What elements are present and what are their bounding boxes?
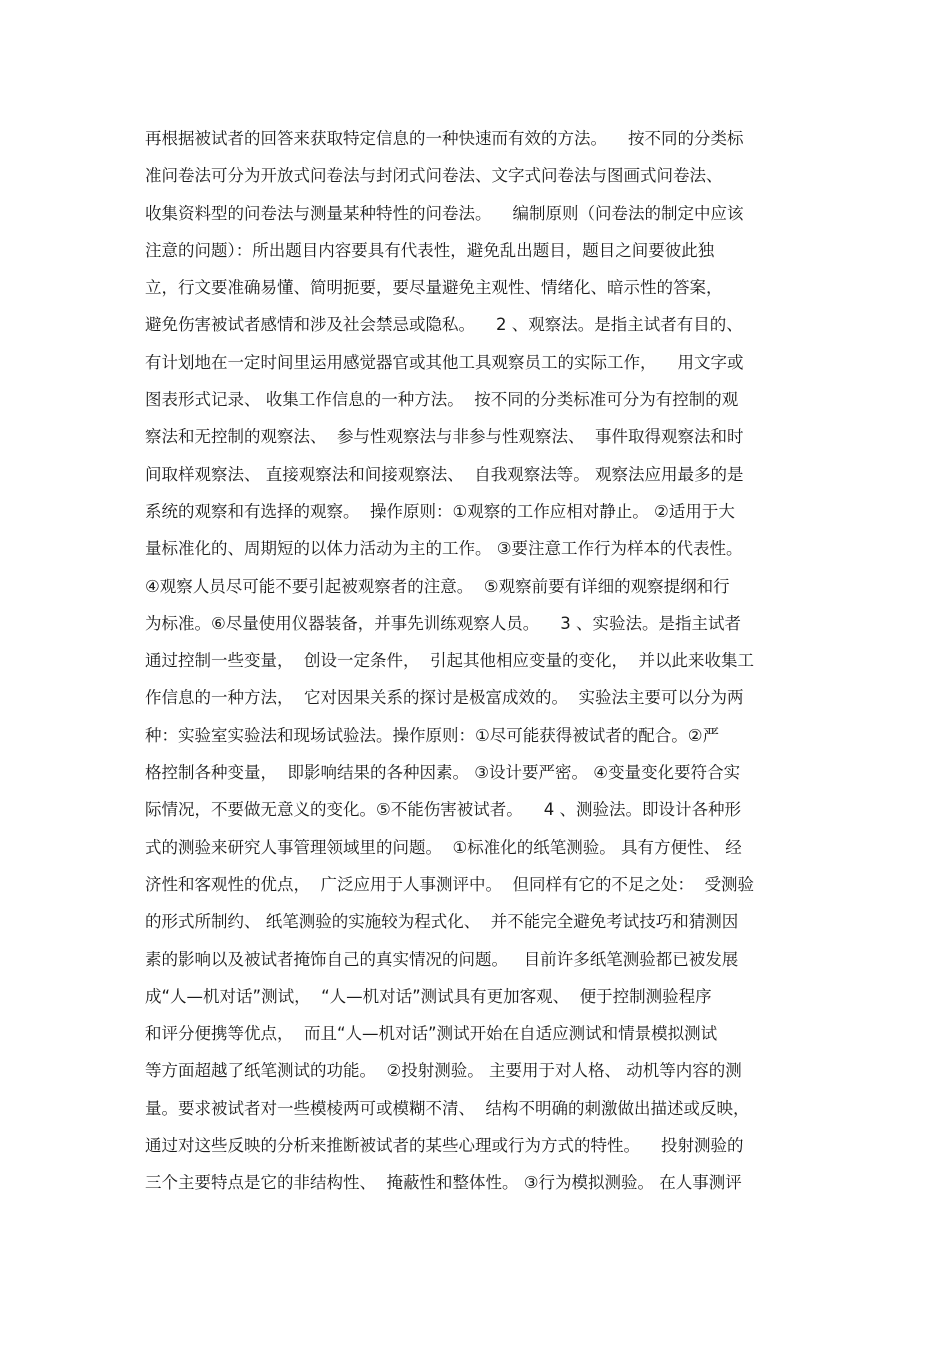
- text-line: 种：实验室实验法和现场试验法。操作原则：①尽可能获得被试者的配合。②严: [145, 725, 720, 745]
- text-line: 际情况，不要做无意义的变化。⑤不能伤害被试者。 4 、测验法。即设计各种形: [145, 800, 742, 820]
- text-line: 察法和无控制的观察法、 参与性观察法与非参与性观察法、 事件取得观察法和时: [145, 427, 744, 447]
- text-line: 有计划地在一定时间里运用感觉器官或其他工具观察员工的实际工作， 用文字或: [145, 352, 744, 372]
- text-line: 格控制各种变量， 即影响结果的各种因素。 ③设计要严密。 ④变量变化要符合实: [145, 763, 741, 783]
- text-line: 和评分便携等优点， 而且“人—机对话”测试开始在自适应测试和情景模拟测试: [145, 1024, 718, 1044]
- text-line: 收集资料型的问卷法与测量某种特性的问卷法。 编制原则（问卷法的制定中应该: [145, 203, 744, 223]
- text-line: 济性和客观性的优点， 广泛应用于人事测评中。 但同样有它的不足之处： 受测验: [145, 874, 754, 894]
- text-line: 通过对这些反映的分析来推断被试者的某些心理或行为方式的特性。 投射测验的: [145, 1136, 744, 1156]
- text-line: 量标准化的、周期短的以体力活动为主的工作。 ③要注意工作行为样本的代表性。: [145, 539, 743, 559]
- text-line: 成“人—机对话”测试， “人—机对话”测试具有更加客观、 便于控制测验程序: [145, 986, 712, 1006]
- text-line: 为标准。⑥尽量使用仪器装备，并事先训练观察人员。 3 、实验法。是指主试者: [145, 613, 742, 633]
- text-line: 系统的观察和有选择的观察。 操作原则：①观察的工作应相对静止。 ②适用于大: [145, 501, 735, 521]
- text-line: 的形式所制约、 纸笔测验的实施较为程式化、 并不能完全避免考试技巧和猜测因: [145, 912, 739, 932]
- text-line: 注意的问题）：所出题目内容要具有代表性，避免乱出题目，题目之间要彼此独: [145, 240, 715, 260]
- text-line: 立，行文要准确易懂、简明扼要，要尽量避免主观性、情绪化、暗示性的答案，: [145, 278, 723, 298]
- text-line: 作信息的一种方法， 它对因果关系的探讨是极富成效的。 实验法主要可以分为两: [145, 688, 744, 708]
- text-line: 图表形式记录、 收集工作信息的一种方法。 按不同的分类标准可分为有控制的观: [145, 390, 739, 410]
- text-line: 准问卷法可分为开放式问卷法与封闭式问卷法、文字式问卷法与图画式问卷法、: [145, 166, 723, 186]
- text-line: 再根据被试者的回答来获取特定信息的一种快速而有效的方法。 按不同的分类标: [145, 129, 744, 148]
- body-text: [145, 120, 815, 1202]
- text-line: 避免伤害被试者感情和涉及社会禁忌或隐私。 2 、观察法。是指主试者有目的、: [145, 315, 743, 335]
- text-line: 式的测验来研究人事管理领域里的问题。 ①标准化的纸笔测验。 具有方便性、 经: [145, 837, 742, 857]
- text-line: 通过控制一些变量， 创设一定条件， 引起其他相应变量的变化， 并以此来收集工: [145, 651, 754, 671]
- text-line: 间取样观察法、 直接观察法和间接观察法、 自我观察法等。 观察法应用最多的是: [145, 464, 744, 484]
- text-line: ④观察人员尽可能不要引起被观察者的注意。 ⑤观察前要有详细的观察提纲和行: [145, 576, 730, 596]
- text-line: 量。要求被试者对一些模棱两可或模糊不清、 结构不明确的刺激做出描述或反映，: [145, 1098, 750, 1118]
- text-line: 等方面超越了纸笔测试的功能。 ②投射测验。 主要用于对人格、 动机等内容的测: [145, 1061, 742, 1081]
- text-line: 素的影响以及被试者掩饰自己的真实情况的问题。 目前许多纸笔测验都已被发展: [145, 949, 739, 969]
- text-line: 三个主要特点是它的非结构性、 掩蔽性和整体性。 ③行为模拟测验。 在人事测评: [145, 1173, 742, 1193]
